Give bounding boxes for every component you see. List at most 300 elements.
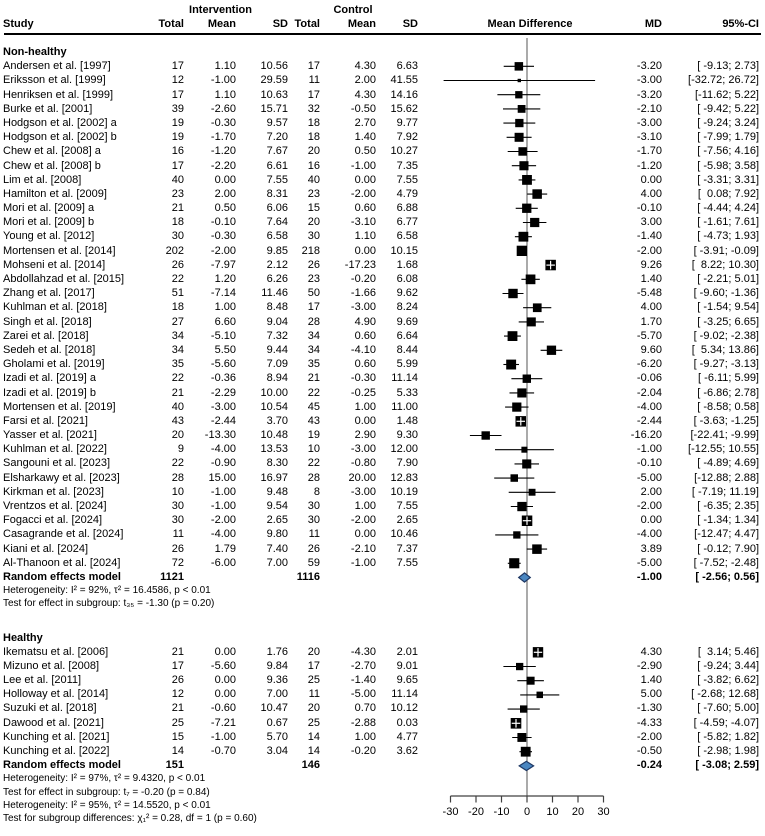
control-mean [320,570,376,584]
plot-cell [418,645,623,659]
ci-value: [ -2.56; 0.56] [695,570,759,583]
control-total: 50 [307,287,320,300]
control-mean: 4.30 [354,60,376,73]
intervention-total: 30 [171,514,184,527]
plot-cell [418,300,623,314]
ci-value: [ -2.98; 1.98] [697,745,759,757]
control-mean: -0.20 [350,745,376,757]
study-row [3,244,763,258]
md-value: -0.24 [636,759,662,772]
study-row [3,485,763,499]
study-row [3,744,763,758]
intervention-total: 51 [171,287,184,300]
intervention-total: 21 [171,386,184,399]
control-total: 218 [301,244,320,257]
control-sd: 1.68 [396,258,418,271]
plot-cell [418,471,623,485]
control-mean: -3.00 [350,485,376,498]
study-name: Kunching et al. [2022] [3,745,110,757]
study-row [3,556,763,570]
plot-cell [418,456,623,470]
control-total: 25 [307,674,320,687]
study-name: Burke et al. [2001] [3,102,93,115]
intervention-total-header: Total [158,18,184,30]
ci-value: [ 0.08; 7.92] [697,187,759,200]
intervention-sd: 9.85 [266,244,288,257]
plot-cell [418,513,623,527]
control-sd: 14.16 [390,88,418,101]
intervention-sd: 11.46 [261,287,288,300]
footnote: Test for effect in subgroup: t₇ = -0.20 (p = 0.84) [3,786,210,798]
study-name: Mohseni et al. [2014] [3,258,106,271]
control-total-header: Total [294,18,320,30]
study-name: Yasser et al. [2021] [3,429,97,442]
intervention-sd: 2.12 [266,258,288,271]
study-name: Mortensen et al. [2014] [3,244,116,257]
control-mean: -5.00 [350,688,376,701]
md-value: -1.40 [636,230,662,243]
control-sd [376,758,418,772]
intervention-mean: -2.29 [210,386,236,399]
control-mean: -1.66 [350,287,376,300]
md-value: -1.30 [636,702,662,715]
study-row [3,187,763,201]
footnote: Heterogeneity: I² = 92%, τ² = 16.4586, p < 0.01 [3,585,211,597]
intervention-total: 34 [171,343,184,356]
intervention-total: 19 [171,116,184,129]
control-total: 10 [307,443,320,456]
control-total: 30 [307,230,320,243]
intervention-sd: 10.00 [260,386,288,399]
ci-value: [ -8.58; 0.58] [697,400,759,413]
x-axis-tick-label: 20 [571,806,585,818]
md-value: -2.04 [636,386,662,399]
intervention-mean: -0.70 [210,745,236,757]
study-row [3,300,763,314]
intervention-sd: 5.70 [266,730,288,743]
intervention-total: 26 [171,674,184,687]
md-value: -3.10 [636,131,662,144]
intervention-mean: -2.20 [210,159,236,172]
study-row [3,499,763,513]
md-value: -2.90 [636,659,662,672]
plot-cell [418,442,623,456]
intervention-mean: 1.10 [214,88,236,101]
study-row [3,173,763,187]
md-value: -6.20 [636,358,662,371]
ci-value: [ -4.44; 4.24] [697,202,759,215]
study-row [3,730,763,744]
md-column-header: MD [644,18,662,30]
md-value: -1.00 [636,443,662,456]
control-sd: 5.33 [396,386,418,399]
plot-cell [418,286,623,300]
control-group-header: Control [333,4,373,16]
intervention-group-header: Intervention [189,4,252,16]
study-name: Kuhlman et al. [2018] [3,301,107,314]
control-mean: -2.00 [350,514,376,527]
plot-cell [418,116,623,130]
intervention-sd: 9.80 [266,528,288,541]
control-total: 25 [307,716,320,729]
study-name: Hodgson et al. [2002] a [3,116,117,129]
study-name: Mori et al. [2009] b [3,216,95,229]
plot-cell [418,187,623,201]
control-total: 26 [307,258,320,271]
md-value: 4.00 [640,187,662,200]
intervention-total: 202 [165,244,184,257]
control-mean-header: Mean [347,18,376,30]
intervention-total: 21 [171,645,184,658]
control-sd: 10.15 [390,244,418,257]
intervention-total: 72 [171,556,184,569]
control-total: 43 [307,414,320,427]
intervention-mean: -4.00 [210,443,236,456]
plot-cell [418,499,623,513]
study-name: Kirkman et al. [2023] [3,485,104,498]
md-value: 4.30 [640,645,662,658]
study-name: Random effects model [3,759,121,772]
md-value: 9.26 [640,258,662,271]
intervention-total: 21 [171,202,184,215]
ci-column-header: 95%-CI [722,18,759,30]
md-value: -5.00 [636,471,662,484]
ci-value: [ -9.24; 3.44] [697,659,759,672]
ci-value: [ -3.91; -0.09] [693,244,759,257]
control-total: 23 [307,273,320,285]
control-mean: -0.80 [350,457,376,470]
intervention-mean: -1.70 [210,131,236,144]
intervention-total: 22 [171,457,184,470]
ci-value: [ -9.60; -1.36] [693,287,759,300]
md-value: 1.70 [640,315,662,328]
control-total: 146 [301,759,320,772]
intervention-mean: -0.30 [210,230,236,243]
control-mean: -1.00 [350,159,376,172]
intervention-sd: 6.26 [266,273,288,285]
control-mean: -2.10 [350,542,376,555]
plot-cell [418,716,623,730]
study-name: Chew et al. [2008] a [3,145,101,158]
ci-value: [ -9.24; 3.24] [697,116,759,129]
intervention-mean: -0.36 [210,372,236,385]
intervention-sd: 10.47 [260,702,288,715]
intervention-total: 12 [171,74,184,87]
control-sd: 7.55 [396,500,418,512]
study-row [3,229,763,243]
plot-cell [418,673,623,687]
control-sd: 8.44 [396,343,418,356]
plot-cell [418,386,623,400]
ci-value: [ -9.13; 2.73] [697,60,759,73]
study-row [3,701,763,715]
control-mean: 4.30 [354,88,376,101]
plot-cell [418,659,623,673]
intervention-sd: 7.00 [266,688,288,701]
intervention-sd: 10.56 [260,60,288,73]
study-name: Al-Thanoon et al. [2024] [3,556,121,569]
intervention-sd-header: SD [272,18,288,30]
intervention-mean: -5.10 [210,329,236,342]
control-mean: 0.00 [354,173,376,186]
intervention-mean: -2.60 [210,102,236,115]
intervention-total: 30 [171,230,184,243]
study-row [3,414,763,428]
md-value: -2.00 [636,500,662,512]
intervention-mean: 1.10 [214,60,236,73]
control-mean: 0.60 [354,358,376,371]
intervention-total: 18 [171,216,184,229]
study-row [3,659,763,673]
intervention-sd: 9.84 [266,659,288,672]
control-total: 34 [307,329,320,342]
intervention-sd: 3.70 [266,414,288,427]
control-sd: 11.14 [391,372,418,385]
intervention-mean: 2.00 [214,187,236,200]
control-sd: 10.19 [390,485,418,498]
intervention-mean: -2.44 [210,414,236,427]
plot-cell [418,258,623,272]
intervention-total: 20 [171,429,184,442]
control-sd: 9.30 [396,429,418,442]
intervention-mean: 0.50 [214,202,236,215]
study-name: Zarei et al. [2018] [3,329,89,342]
md-value: -1.20 [636,159,662,172]
plot-cell [418,159,623,173]
ci-value: [ -3.08; 2.59] [695,759,759,772]
md-value: -2.44 [636,414,662,427]
control-mean: 0.00 [354,414,376,427]
control-mean: 1.00 [354,400,376,413]
md-value: -1.00 [636,570,662,583]
plot-cell [418,201,623,215]
control-sd: 7.92 [396,131,418,144]
intervention-total: 40 [171,400,184,413]
md-value: -4.00 [636,400,662,413]
ci-value: [ -5.82; 1.82] [697,730,759,743]
control-total: 1116 [296,570,320,583]
intervention-sd: 9.57 [266,116,288,129]
control-sd [376,570,418,584]
plot-cell [418,272,623,286]
intervention-sd: 7.64 [266,216,288,229]
control-total: 20 [307,216,320,229]
intervention-total: 1121 [160,570,184,583]
plot-cell [418,701,623,715]
intervention-total: 28 [171,471,184,484]
study-name: Izadi et al. [2019] b [3,386,96,399]
ci-value: [ -4.73; 1.93] [697,230,759,243]
intervention-total: 19 [171,131,184,144]
md-value: -0.10 [636,457,662,470]
ci-value: [ -6.35; 2.35] [697,500,759,512]
intervention-mean: -2.00 [210,514,236,527]
x-axis-tick-label: -30 [442,806,459,818]
intervention-mean: -4.00 [210,528,236,541]
study-name: Lim et al. [2008] [3,173,82,186]
study-row [3,272,763,286]
control-sd: 3.62 [396,745,418,757]
control-sd: 41.55 [390,74,418,87]
plot-cell [418,758,623,772]
intervention-mean: -7.14 [210,287,236,300]
plot-cell [418,357,623,371]
study-row [3,159,763,173]
control-total: 17 [307,60,320,73]
control-sd: 9.69 [396,315,418,328]
study-name: Holloway et al. [2014] [3,688,109,701]
intervention-mean: -0.10 [210,216,236,229]
intervention-total: 34 [171,329,184,342]
intervention-total: 17 [171,659,184,672]
md-value: -0.06 [636,372,662,385]
ci-value: [ -1.34; 1.34] [697,514,759,527]
control-mean: -0.25 [350,386,376,399]
control-sd: 10.27 [390,145,418,158]
study-row [3,88,763,102]
intervention-total: 22 [171,372,184,385]
intervention-mean: -1.20 [210,145,236,158]
study-name: Henriksen et al. [1999] [3,88,114,101]
x-axis-tick-label: 30 [597,806,610,818]
plot-cell [418,244,623,258]
x-axis-tick-label: -10 [493,806,510,818]
intervention-total: 15 [171,730,184,743]
table-body [3,45,763,825]
intervention-mean: -1.00 [210,730,236,743]
study-row [3,315,763,329]
x-axis-tick-label: -20 [468,806,484,818]
x-axis-tick-label: 0 [523,806,531,818]
control-sd: 11.14 [391,688,418,701]
control-mean: 1.40 [354,131,376,144]
ci-value: [ -1.61; 7.61] [697,216,759,229]
control-mean: -17.23 [344,258,376,271]
study-name: Elsharkawy et al. [2023] [3,471,120,484]
x-axis-tick-label: 10 [546,806,559,818]
control-total: 8 [313,485,320,498]
control-mean: 0.60 [354,329,376,342]
study-name: Zhang et al. [2017] [3,287,95,300]
study-name: Izadi et al. [2019] a [3,372,96,385]
md-value: 4.00 [640,301,662,314]
ci-value: [ -3.31; 3.31] [697,173,759,186]
control-total: 59 [307,556,320,569]
study-name: Farsi et al. [2021] [3,414,88,427]
plot-cell [418,144,623,158]
control-total: 20 [307,145,320,158]
control-sd: 11.00 [391,400,418,413]
md-value: -0.50 [636,745,662,757]
intervention-mean: -1.00 [210,500,236,512]
study-name: Fogacci et al. [2024] [3,514,103,527]
intervention-sd: 8.94 [266,372,288,385]
group-gap [3,611,763,631]
study-row [3,144,763,158]
control-mean: 0.70 [354,702,376,715]
control-mean: -3.00 [350,301,376,314]
md-value: -4.33 [636,716,662,729]
ci-value: [ -5.98; 3.58] [697,159,759,172]
footnote: Test for effect in subgroup: t₃₅ = -1.30 (p = 0.20) [3,598,215,610]
intervention-sd: 9.48 [266,485,288,498]
plot-cell [418,343,623,357]
study-row [3,471,763,485]
control-total: 19 [307,429,320,442]
study-row [3,357,763,371]
study-name: Kuhlman et al. [2022] [3,443,107,456]
ci-value: [ -9.42; 5.22] [697,102,759,115]
intervention-sd: 2.65 [266,514,288,527]
md-value: 9.60 [640,343,662,356]
plot-cell [418,102,623,116]
group-label: Non-healthy [3,46,67,58]
md-value: 2.00 [640,485,662,498]
md-value: -2.00 [636,730,662,743]
plot-cell [418,556,623,570]
intervention-mean: -7.21 [210,716,236,729]
control-mean: -4.10 [350,343,376,356]
overall-footnote: Heterogeneity: I² = 95%, τ² = 14.5520, p < 0.01 [3,799,211,811]
intervention-sd: 6.61 [266,159,288,172]
plot-cell [418,428,623,442]
header-rule [4,33,761,35]
control-mean: 2.70 [354,116,376,129]
control-sd: 2.01 [396,645,418,658]
column-group-header-row [3,4,763,16]
study-name: Kiani et al. [2024] [3,542,89,555]
control-sd: 4.79 [396,187,418,200]
intervention-mean: -13.30 [204,429,236,442]
control-total: 45 [307,400,320,413]
ci-value: [ -9.27; -3.13] [693,358,759,371]
intervention-sd: 13.53 [260,443,288,456]
intervention-total: 26 [171,258,184,271]
control-mean: -0.30 [350,372,376,385]
control-sd: 8.24 [396,301,418,314]
intervention-mean: -6.00 [210,556,236,569]
intervention-sd: 10.63 [260,88,288,101]
md-value: 3.00 [640,216,662,229]
control-total: 28 [307,471,320,484]
plot-cell [418,173,623,187]
ci-value: [ 5.34; 13.86] [691,343,759,356]
ci-value: [ -4.59; -4.07] [693,716,759,729]
intervention-sd: 7.40 [266,542,288,555]
control-total: 16 [307,159,320,172]
control-mean: -2.70 [350,659,376,672]
study-name: Dawood et al. [2021] [3,716,104,729]
intervention-total: 43 [171,414,184,427]
control-mean: 1.10 [354,230,376,243]
intervention-sd [236,570,288,584]
control-total: 30 [307,514,320,527]
intervention-total: 30 [171,500,184,512]
intervention-total: 39 [171,102,184,115]
ci-value: [ -6.11; 5.99] [698,372,759,385]
column-header-row [3,18,763,30]
intervention-sd: 15.71 [260,102,288,115]
study-name: Suzuki et al. [2018] [3,702,97,715]
intervention-mean: -5.60 [210,358,236,371]
control-total: 26 [307,542,320,555]
control-total: 17 [307,659,320,672]
plot-cell [418,88,623,102]
control-mean: 2.00 [354,74,376,87]
intervention-total: 35 [171,358,184,371]
study-name: Vrentzos et al. [2024] [3,500,107,512]
control-mean [320,758,376,772]
